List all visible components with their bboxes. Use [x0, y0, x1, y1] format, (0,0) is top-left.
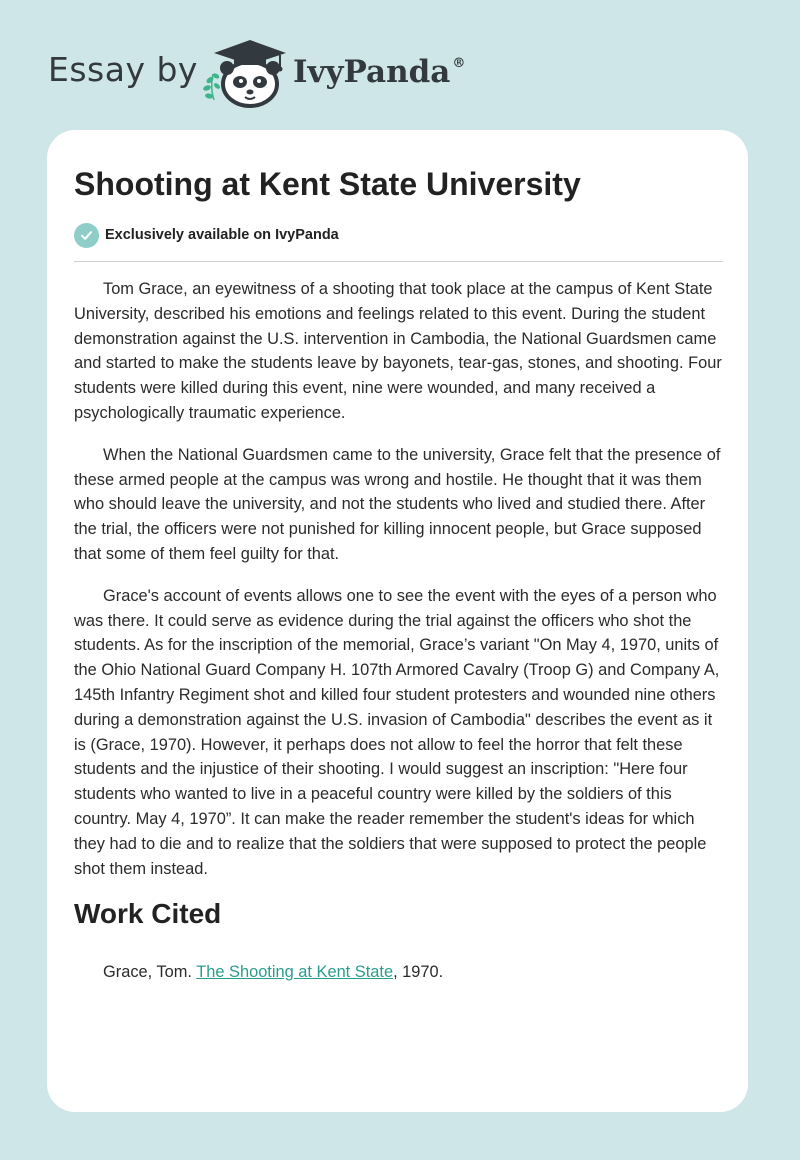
citation-entry [103, 960, 443, 984]
essay-by-label: Essay by [48, 50, 198, 89]
panda-graduate-icon [200, 36, 290, 108]
title-divider [74, 261, 723, 262]
essay-paragraph: When the National Guardsmen came to the university, Grace felt that the presence of these armed people at the campus was wrong and hostile. He thought that it was them who should leave the university, and not the students who lived and studied there. After the trial, the officers were not punished for killing innocent people, but Grace supposed that some of them feel guilty for that. [74, 445, 721, 563]
essay-paragraph: Tom Grace, an eyewitness of a shooting that took place at the campus of Kent State University, described his emotions and feelings related to this event. During the student demonstration against the U.S. intervention in Cambodia, the National Guardsmen came and started to make the students leave by bayonets, tear-gas, stones, and shooting. Four students were killed during this event, nine were wounded, and many received a psychologically traumatic experience. [74, 280, 722, 422]
site-header [0, 0, 800, 130]
trademark-symbol: ® [452, 56, 466, 71]
essay-card [47, 130, 748, 1112]
works-cited-heading: Work Cited [74, 898, 222, 929]
citation-year: , 1970. [393, 963, 444, 981]
exclusive-badge-text: Exclusively available on IvyPanda [105, 227, 339, 243]
citation-author: Grace, Tom. [103, 963, 197, 981]
brand-name: IvyPanda ® [293, 54, 466, 90]
exclusive-badge [74, 222, 339, 248]
citation-link[interactable]: The Shooting at Kent State [196, 963, 394, 981]
essay-body [74, 277, 726, 898]
essay-paragraph: Grace's account of events allows one to see the event with the eyes of a person who was there. It could serve as evidence during the trial against the officers who shot the students. As for the inscription of the memorial, Grace’s variant "On May 4, 1970, units of the Ohio National Guard Company H. 107th Armored Cavalry (Troop G) and Company A, 145th Infantry Regiment shot and killed four student protesters and wounded nine others during a demonstration against the U.S. invasion of Cambodia" describes the event as it is (Grace, 1970). However, it perhaps does not allow to feel the horror that felt these students and the injustice of their shooting. I would suggest an inscription: "Here four students who wanted to live in a peaceful country were killed by the soldiers of this country. May 4, 1970”. It can make the reader remember the student's ideas for which they had to die and to realize that the soldiers that were supposed to protect the people shot them instead. [74, 586, 720, 878]
check-circle-icon [74, 223, 99, 248]
essay-title: Shooting at Kent State University [74, 166, 581, 202]
